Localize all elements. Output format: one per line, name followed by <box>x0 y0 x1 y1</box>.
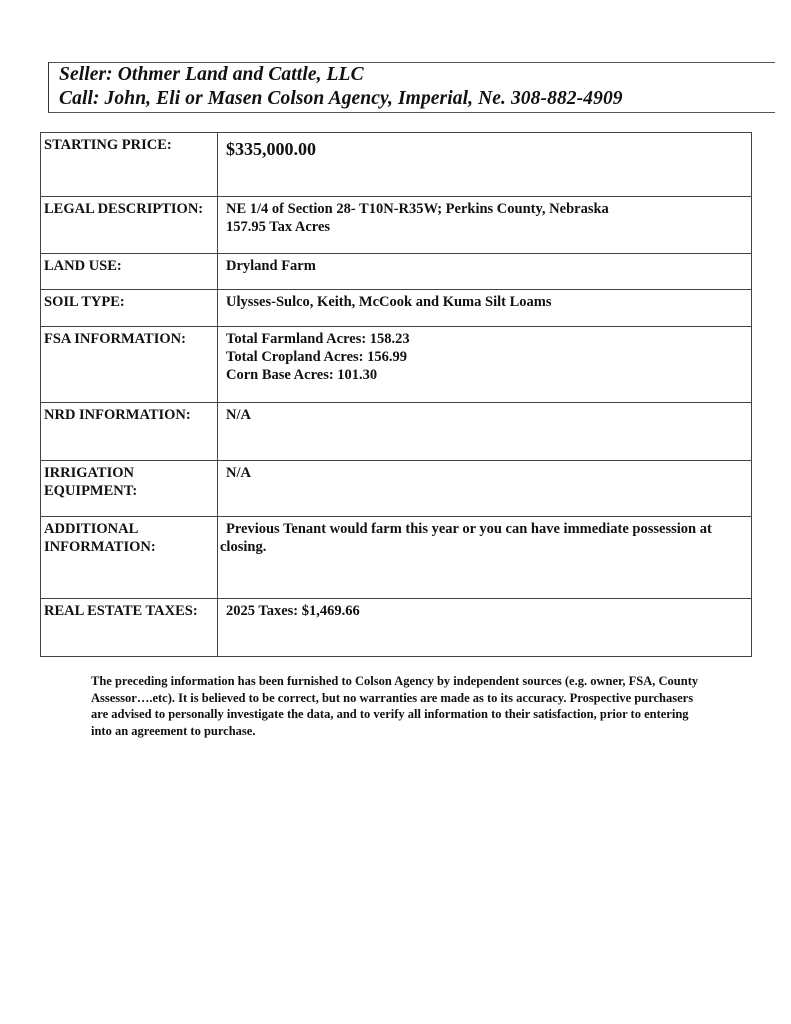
legal-description-label: LEGAL DESCRIPTION: <box>41 197 218 254</box>
row-nrd-information <box>41 403 752 461</box>
seller-line: Seller: Othmer Land and Cattle, LLC <box>59 64 364 85</box>
price-amount: $335,000.00 <box>226 139 316 159</box>
farmland-acres-line: Total Farmland Acres: 158.23 <box>226 331 410 347</box>
soil-type-label: SOIL TYPE: <box>41 290 218 327</box>
irrigation-label-line: IRRIGATION <box>44 465 134 481</box>
property-info-table <box>40 132 752 657</box>
additional-label-line: ADDITIONAL <box>44 521 139 537</box>
real-estate-taxes-label: REAL ESTATE TAXES: <box>41 599 218 657</box>
irrigation-equipment-label <box>41 461 218 517</box>
row-starting-price <box>41 133 752 197</box>
starting-price-label: STARTING PRICE: <box>41 133 218 197</box>
agency-contact-line: Call: John, Eli or Masen Colson Agency, Imperial, Ne. 308-882-4909 <box>59 88 623 109</box>
row-irrigation-equipment <box>41 461 752 517</box>
fsa-information-label: FSA INFORMATION: <box>41 327 218 403</box>
information-label-line: INFORMATION: <box>44 539 156 555</box>
row-real-estate-taxes <box>41 599 752 657</box>
nrd-information-label: NRD INFORMATION: <box>41 403 218 461</box>
soil-type-value: Ulysses-Sulco, Keith, McCook and Kuma Silt Loams <box>218 290 752 327</box>
nrd-information-value: N/A <box>218 403 752 461</box>
corn-base-acres-line: Corn Base Acres: 101.30 <box>226 367 378 383</box>
contact-header <box>48 62 775 113</box>
tax-acres-line: 157.95 Tax Acres <box>226 219 331 235</box>
row-legal-description <box>41 197 752 254</box>
land-use-label: LAND USE: <box>41 254 218 290</box>
fsa-information-value <box>218 327 752 403</box>
additional-information-value <box>218 517 752 599</box>
disclaimer-paragraph: The preceding information has been furnished to Colson Agency by independent sources (e.g. owner, FSA, County Assessor….etc). It is believed to be correct, but no warranties are made as to its accuracy. Prospective purchasers are advised to personally investigate the data, and to verify all information to their satisfaction, prior to entering into an agreement to purchase. <box>91 674 699 738</box>
row-land-use <box>41 254 752 290</box>
row-soil-type <box>41 290 752 327</box>
cropland-acres-line: Total Cropland Acres: 156.99 <box>226 349 408 365</box>
irrigation-equipment-value: N/A <box>218 461 752 517</box>
real-estate-taxes-value: 2025 Taxes: $1,469.66 <box>218 599 752 657</box>
legal-description-value <box>218 197 752 254</box>
possession-note: Previous Tenant would farm this year or you can have immediate possession at closing. <box>220 521 712 555</box>
legal-description-line: NE 1/4 of Section 28- T10N-R35W; Perkins County, Nebraska <box>226 201 609 217</box>
additional-information-label <box>41 517 218 599</box>
land-use-value: Dryland Farm <box>218 254 752 290</box>
starting-price-value <box>218 133 752 197</box>
row-additional-information <box>41 517 752 599</box>
equipment-label-line: EQUIPMENT: <box>44 483 138 499</box>
row-fsa-information <box>41 327 752 403</box>
